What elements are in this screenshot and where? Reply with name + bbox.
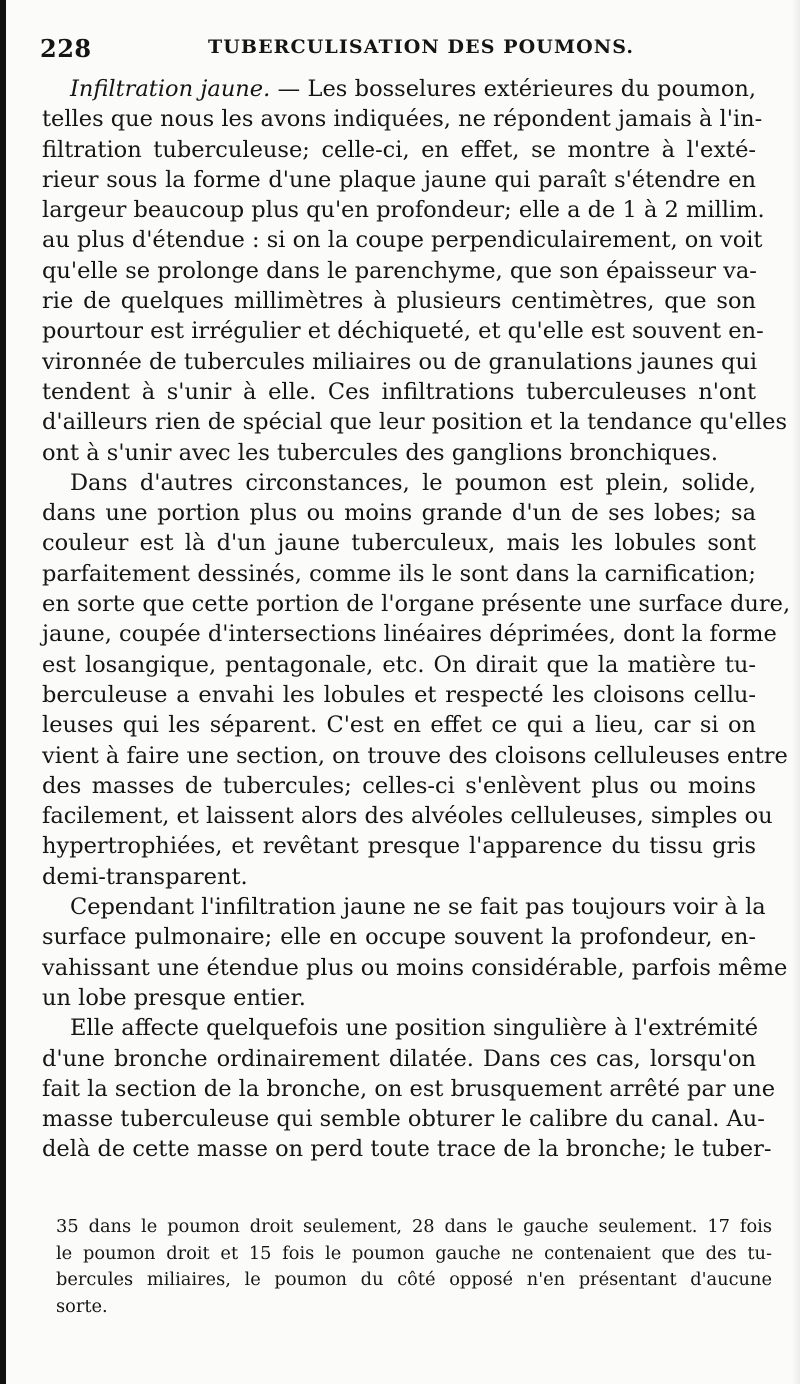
page-number: 228 [40, 34, 92, 63]
text-line: berculeuse a envahi les lobules et respecté les cloisons cellu- [42, 681, 756, 708]
text-line: un lobe presque entier. [42, 984, 306, 1011]
page-header [40, 34, 780, 64]
text-line: pourtour est irrégulier et déchiqueté, et qu'elle est souvent en- [42, 318, 764, 345]
footnote [56, 1214, 772, 1320]
text-line: parfaitement dessinés, comme ils le sont dans la carnification; [42, 560, 756, 587]
text-line: demi-transparent. [42, 863, 248, 890]
text-line: rie de quelques millimètres à plusieurs centimètres, que son [42, 288, 756, 315]
text-line: au plus d'étendue : si on la coupe perpendiculairement, on voit [42, 227, 763, 254]
text-line: des masses de tubercules; celles-ci s'enlèvent plus ou moins [42, 772, 756, 799]
text-line: qu'elle se prolonge dans le parenchyme, que son épaisseur va- [42, 257, 757, 284]
text-line: delà de cette masse on perd toute trace de la bronche; le tuber- [42, 1136, 772, 1163]
text-line: filtration tuberculeuse; celle-ci, en effet, se montre à l'exté- [42, 136, 756, 163]
text-line: vient à faire une section, on trouve des cloisons celluleuses entre [42, 742, 788, 769]
body-text [42, 74, 791, 1165]
text-line: Elle affecte quelquefois une position singulière à l'extrémité [70, 1015, 759, 1042]
text-line: surface pulmonaire; elle en occupe souvent la profondeur, en- [42, 924, 756, 951]
text-line: d'ailleurs rien de spécial que leur position et la tendance qu'elles [42, 409, 787, 436]
text-line: Infiltration jaune. — Les bosselures extérieures du poumon, [70, 76, 757, 102]
footnote-line: bercules miliaires, le poumon du côté opposé n'en présentant d'aucune [56, 1269, 772, 1290]
text-line: tendent à s'unir à elle. Ces infiltrations tuberculeuses n'ont [42, 378, 756, 405]
footnote-line: 35 dans le poumon droit seulement, 28 dans le gauche seulement. 17 fois [56, 1216, 772, 1237]
text-line: hypertrophiées, et revêtant presque l'apparence du tissu gris [42, 833, 756, 860]
text-line: Cependant l'infiltration jaune ne se fait pas toujours voir à la [70, 894, 766, 921]
text-line: Dans d'autres circonstances, le poumon est plein, solide, [70, 469, 756, 496]
text-line: facilement, et laissent alors des alvéoles celluleuses, simples ou [42, 803, 773, 830]
text-line: en sorte que cette portion de l'organe présente une surface dure, [42, 591, 791, 618]
section-lead: Infiltration jaune. [70, 76, 271, 102]
footnote-line: sorte. [56, 1295, 108, 1317]
text-line: telles que nous les avons indiquées, ne répondent jamais à l'in- [42, 106, 763, 133]
text-line: jaune, coupée d'intersections linéaires déprimées, dont la forme [42, 621, 777, 648]
text-line: ont à s'unir avec les tubercules des ganglions bronchiques. [42, 439, 718, 466]
text-line: leuses qui les séparent. C'est en effet ce qui a lieu, car si on [42, 712, 756, 739]
text-line: d'une bronche ordinairement dilatée. Dans ces cas, lorsqu'on [42, 1045, 756, 1072]
footnote-line: le poumon droit et 15 fois le poumon gauche ne contenaient que des tu- [56, 1242, 772, 1264]
text-line: rieur sous la forme d'une plaque jaune qui paraît s'étendre en [42, 166, 756, 193]
text-line: vironnée de tubercules miliaires ou de granulations jaunes qui [42, 348, 758, 375]
running-head: TUBERCULISATION DES POUMONS. [208, 36, 635, 58]
text-line: vahissant une étendue plus ou moins considérable, parfois même [42, 954, 788, 981]
text-line: dans une portion plus ou moins grande d'un de ses lobes; sa [42, 500, 756, 527]
text-line: fait la section de la bronche, on est brusquement arrêté par une [42, 1075, 776, 1102]
text-line: est losangique, pentagonale, etc. On dirait que la matière tu- [42, 651, 756, 678]
page-edge-shadow [792, 0, 800, 1384]
text-line: largeur beaucoup plus qu'en profondeur; elle a de 1 à 2 millim. [42, 197, 765, 224]
text-line: masse tuberculeuse qui semble obturer le calibre du canal. Au- [42, 1106, 765, 1133]
text-line: couleur est là d'un jaune tuberculeux, mais les lobules sont [42, 530, 756, 557]
